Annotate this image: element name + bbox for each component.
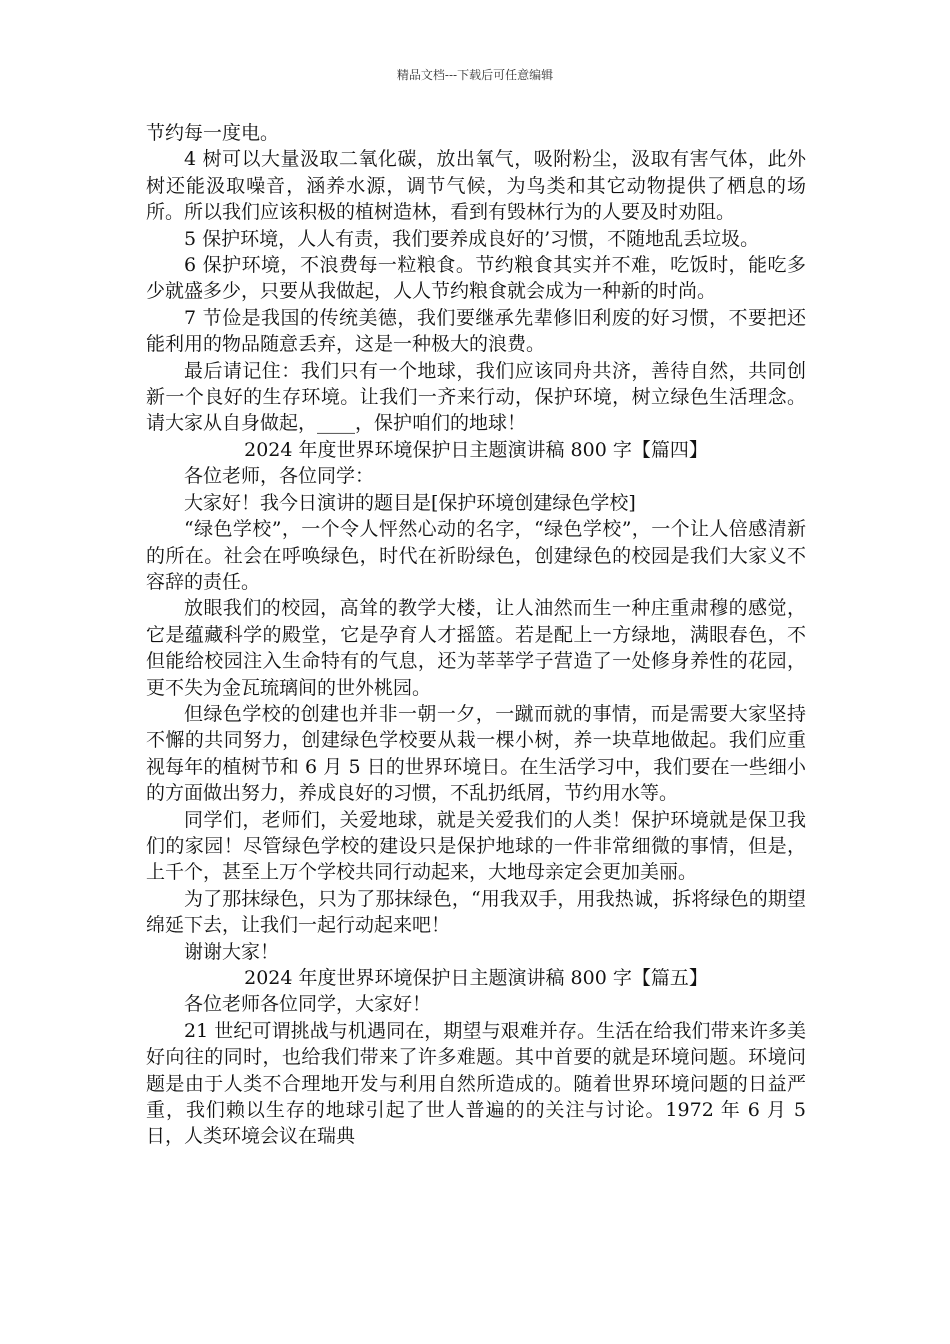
paragraph: 7 节俭是我国的传统美德，我们要继承先辈修旧利废的好习惯，不要把还能利用的物品随意丢弃，这是一种极大的浪费。 — [146, 306, 806, 356]
paragraph: 5 保护环境，人人有责，我们要养成良好的’习惯，不随地乱丢垃圾。 — [184, 227, 760, 250]
paragraph: 最后请记住：我们只有一个地球，我们应该同舟共济，善待自然，共同创新一个良好的生存环境。让我们一齐来行动，保护环境，树立绿色生活理念。请大家从自身做起，____，保护咱们的地球！ — [146, 359, 806, 435]
salutation: 各位老师各位同学，大家好！ — [184, 993, 432, 1016]
salutation: 各位老师，各位同学： — [184, 465, 375, 488]
closing: 谢谢大家！ — [184, 940, 280, 963]
paragraph: “绿色学校”，一个令人怦然心动的名字，“绿色学校”，一个让人倍感清新的所在。社会在呼唤绿色，时代在祈盼绿色，创建绿色的校园是我们大家义不容辞的责任。 — [146, 518, 806, 593]
paragraph: 节约每一度电。 — [146, 122, 280, 144]
paragraph: 同学们，老师们，关爱地球，就是关爱我们的人类！保护环境就是保卫我们的家园！尽管绿色学校的建设只是保护地球的一件非常细微的事情，但是，上千个，甚至上万个学校共同行动起来，大地母亲定会更加美丽。 — [146, 808, 806, 884]
paragraph: 6 保护环境，不浪费每一粒粮食。节约粮食其实并不难，吃饭时，能吃多少就盛多少，只要从我做起，人人节约粮食就会成为一种新的时尚。 — [146, 254, 806, 303]
page-header: 精品文档---下载后可任意编辑 — [396, 68, 554, 82]
section-title: 2024 年度世界环境保护日主题演讲稿 800 字【篇四】 — [244, 438, 708, 461]
section-title: 2024 年度世界环境保护日主题演讲稿 800 字【篇五】 — [244, 967, 708, 989]
paragraph: 大家好！我今日演讲的题目是[保护环境创建绿色学校] — [184, 491, 636, 514]
paragraph: 21 世纪可谓挑战与机遇同在，期望与艰难并存。生活在给我们带来许多美好向往的同时，也给我们带来了许多难题。其中首要的就是环境问题。环境问题是由于人类不合理地开发与利用自然所造成的。随着世界环境问题的日益严重，我们赖以生存的地球引起了世人普遍的的关注与讨论。1972 年 6 月 5 日，人类环境会议在瑞典 — [146, 1019, 806, 1148]
paragraph: 但绿色学校的创建也并非一朝一夕，一蹴而就的事情，而是需要大家坚持不懈的共同努力，创建绿色学校要从栽一棵小树，养一块草地做起。我们应重视每年的植树节和 6 月 5 日的世界环境日。在生活学习中，我们要在一些细小的方面做出努力，养成良好的习惯，不乱扔纸屑，节约用水等。 — [146, 702, 806, 805]
document-body — [146, 120, 806, 1150]
paragraph: 4 树可以大量汲取二氧化碳，放出氧气，吸附粉尘，汲取有害气体，此外树还能汲取噪音，涵养水源，调节气候，为鸟类和其它动物提供了栖息的场所。所以我们应该积极的植树造林，看到有毁林行为的人要及时劝阻。 — [146, 148, 806, 224]
paragraph: 为了那抹绿色，只为了那抹绿色，“用我双手，用我热诚，拆将绿色的期望绵延下去，让我们一起行动起来吧！ — [146, 887, 806, 937]
paragraph: 放眼我们的校园，高耸的教学大楼，让人油然而生一种庄重肃穆的感觉，它是蕴藏科学的殿堂，它是孕育人才摇篮。若是配上一方绿地，满眼春色，不但能给校园注入生命特有的气息，还为莘莘学子营造了一处修身养性的花园，更不失为金瓦琉璃间的世外桃园。 — [146, 597, 806, 699]
